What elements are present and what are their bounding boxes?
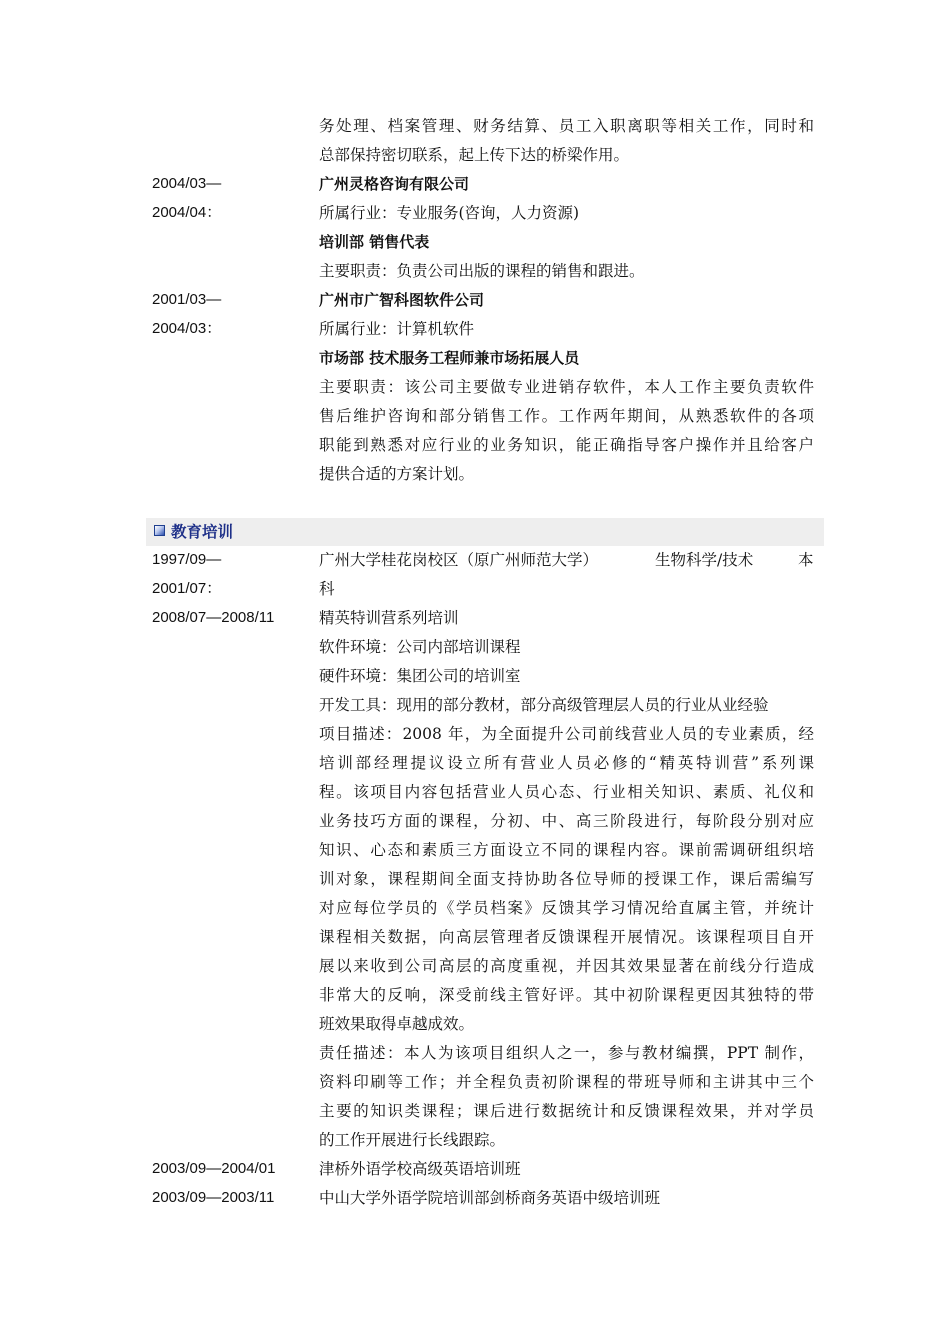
- training-desc-row: [0, 720, 950, 749]
- training-description: 项目描述：2008 年，为全面提升公司前线营业人员的专业素质，经: [319, 725, 814, 743]
- job-row: [0, 170, 950, 199]
- job-row: [0, 402, 950, 431]
- training-tools: 开发工具：现用的部分教材，部分高级管理层人员的行业从业经验: [319, 696, 769, 714]
- training-description: 班效果取得卓越成效。: [319, 1015, 475, 1033]
- work-continued-line: [0, 141, 950, 170]
- training-row: [0, 604, 950, 633]
- training-desc-row: [0, 865, 950, 894]
- training-description: 课程相关数据，向高层管理者反馈课程开展情况。该课程项目自开: [319, 928, 814, 946]
- training-desc-row: [0, 952, 950, 981]
- training-resp-row: [0, 1097, 950, 1126]
- job-row: [0, 460, 950, 489]
- training-title: 精英特训营系列培训: [319, 609, 459, 627]
- job-duties: 提供合适的方案计划。: [319, 465, 475, 483]
- training-responsibility: 资料印刷等工作；并全程负责初阶课程的带班导师和主讲其中三个: [319, 1073, 814, 1091]
- training-desc-row: [0, 807, 950, 836]
- job-row: [0, 228, 950, 257]
- job-date-end: 2004/03：: [152, 320, 222, 337]
- training-desc-row: [0, 894, 950, 923]
- training-row: [0, 633, 950, 662]
- edu-degree: 本: [798, 551, 814, 569]
- training-description: 非常大的反响，深受前线主管好评。其中初阶课程更因其独特的带: [319, 986, 814, 1004]
- training-description: 培训部经理提议设立所有营业人员必修的“精英特训营”系列课: [319, 754, 814, 772]
- training-desc-row: [0, 749, 950, 778]
- training-hardware: 硬件环境：集团公司的培训室: [319, 667, 521, 685]
- training-responsibility: 责任描述：本人为该项目组织人之一，参与教材编撰，PPT 制作，: [319, 1044, 814, 1062]
- job-row: [0, 199, 950, 228]
- course-row: [0, 1155, 950, 1184]
- training-date: 2008/07—2008/11: [152, 609, 275, 626]
- job-duties: 职能到熟悉对应行业的业务知识，能正确指导客户操作并且给客户: [319, 436, 814, 454]
- job-date-end: 2004/04：: [152, 204, 222, 221]
- course-row: [0, 1184, 950, 1213]
- job-duties: 主要职责：该公司主要做专业进销存软件，本人工作主要负责软件: [319, 378, 814, 396]
- training-desc-row: [0, 836, 950, 865]
- training-row: [0, 662, 950, 691]
- edu-degree-cont: 科: [319, 580, 335, 598]
- course-name: 中山大学外语学院培训部剑桥商务英语中级培训班: [319, 1189, 661, 1207]
- job-date-start: 2001/03—: [152, 291, 222, 308]
- job-row: [0, 257, 950, 286]
- job-row: [0, 315, 950, 344]
- edu-school: 广州大学桂花岗校区（原广州师范大学）: [319, 551, 599, 569]
- course-date: 2003/09—2003/11: [152, 1189, 275, 1206]
- job-duties: 售后维护咨询和部分销售工作。工作两年期间，从熟悉软件的各项: [319, 407, 814, 425]
- training-software: 软件环境：公司内部培训课程: [319, 638, 521, 656]
- education-row: [0, 575, 950, 604]
- education-section-header: [146, 518, 824, 546]
- job-duties: 主要职责：负责公司出版的课程的销售和跟进。: [319, 262, 645, 280]
- course-date: 2003/09—2004/01: [152, 1160, 276, 1177]
- course-name: 津桥外语学校高级英语培训班: [319, 1160, 521, 1178]
- training-description: 对应每位学员的《学员档案》反馈其学习情况给直属主管，并统计: [319, 899, 814, 917]
- job-company: 广州市广智科图软件公司: [319, 291, 485, 309]
- section-bullet-icon: [154, 525, 165, 536]
- job-industry: 所属行业：专业服务(咨询，人力资源): [319, 204, 580, 222]
- training-description: 知识、心态和素质三方面设立不同的课程内容。课前需调研组织培: [319, 841, 814, 859]
- edu-date-start: 1997/09—: [152, 551, 222, 568]
- training-resp-row: [0, 1039, 950, 1068]
- training-description: 业务技巧方面的课程，分初、中、高三阶段进行，每阶段分别对应: [319, 812, 814, 830]
- job-row: [0, 344, 950, 373]
- training-row: [0, 691, 950, 720]
- training-resp-row: [0, 1068, 950, 1097]
- edu-date-end: 2001/07：: [152, 580, 222, 597]
- training-responsibility: 主要的知识类课程；课后进行数据统计和反馈课程效果，并对学员: [319, 1102, 814, 1120]
- training-desc-row: [0, 778, 950, 807]
- job-industry: 所属行业：计算机软件: [319, 320, 475, 338]
- work-continued-text: 务处理、档案管理、财务结算、员工入职离职等相关工作，同时和: [319, 117, 814, 135]
- job-date-start: 2004/03—: [152, 175, 222, 192]
- training-responsibility: 的工作开展进行长线跟踪。: [319, 1131, 506, 1149]
- job-position: 市场部 技术服务工程师兼市场拓展人员: [319, 349, 580, 367]
- job-company: 广州灵格咨询有限公司: [319, 175, 470, 193]
- job-row: [0, 286, 950, 315]
- section-title: 教育培训: [171, 523, 234, 541]
- job-row: [0, 431, 950, 460]
- training-desc-row: [0, 981, 950, 1010]
- education-row: [0, 546, 950, 575]
- training-description: 训对象，课程期间全面支持协助各位导师的授课工作，课后需编写: [319, 870, 814, 888]
- job-row: [0, 373, 950, 402]
- training-resp-row: [0, 1126, 950, 1155]
- training-desc-row: [0, 923, 950, 952]
- edu-major: 生物科学/技术: [655, 551, 754, 569]
- work-continued-line: [0, 112, 950, 141]
- training-description: 程。该项目内容包括营业人员心态、行业相关知识、素质、礼仪和: [319, 783, 814, 801]
- training-description: 展以来收到公司高层的高度重视，并因其效果显著在前线分行造成: [319, 957, 814, 975]
- job-position: 培训部 销售代表: [319, 233, 430, 251]
- work-continued-text: 总部保持密切联系，起上传下达的桥梁作用。: [319, 146, 630, 164]
- training-desc-row: [0, 1010, 950, 1039]
